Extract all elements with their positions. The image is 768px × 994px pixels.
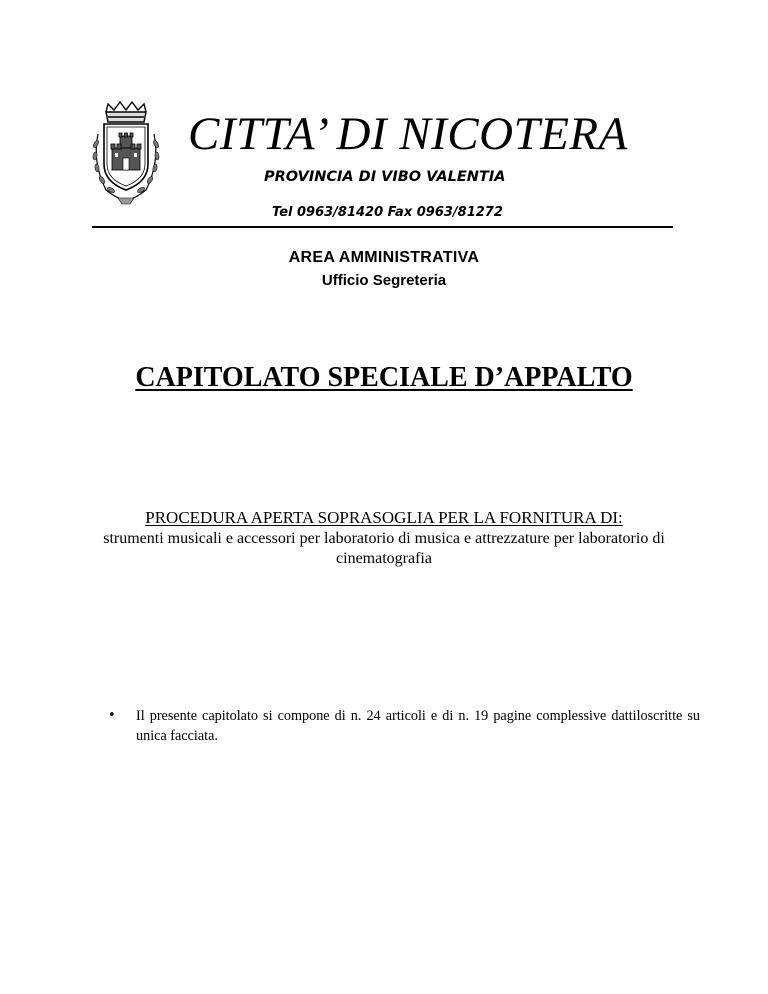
office-unit-heading: Ufficio Segreteria [321, 272, 447, 289]
document-note-item [108, 706, 708, 746]
document-note-text: Il presente capitolato si compone di n. 24 articoli e di n. 19 pagine complessive dattiloscritte su unica facciata. [136, 708, 700, 744]
contact-numbers: Tel 0963/81420 Fax 0963/81272 [272, 205, 503, 220]
administrative-area-heading: AREA AMMINISTRATIVA [288, 249, 480, 266]
header-divider [92, 226, 673, 228]
city-name-title: CITTA’ DI NICOTERA [188, 108, 628, 160]
supply-description: strumenti musicali e accessori per laboratorio di musica e attrezzature per laboratorio di cinematografia [103, 530, 665, 567]
municipal-crest-icon [84, 98, 168, 208]
province-name: PROVINCIA DI VIBO VALENTIA [264, 169, 506, 185]
procedure-heading: PROCEDURA APERTA SOPRASOGLIA PER LA FORNITURA DI: [145, 508, 623, 527]
document-title: CAPITOLATO SPECIALE D’APPALTO [135, 362, 633, 393]
bullet-icon: • [108, 708, 116, 723]
